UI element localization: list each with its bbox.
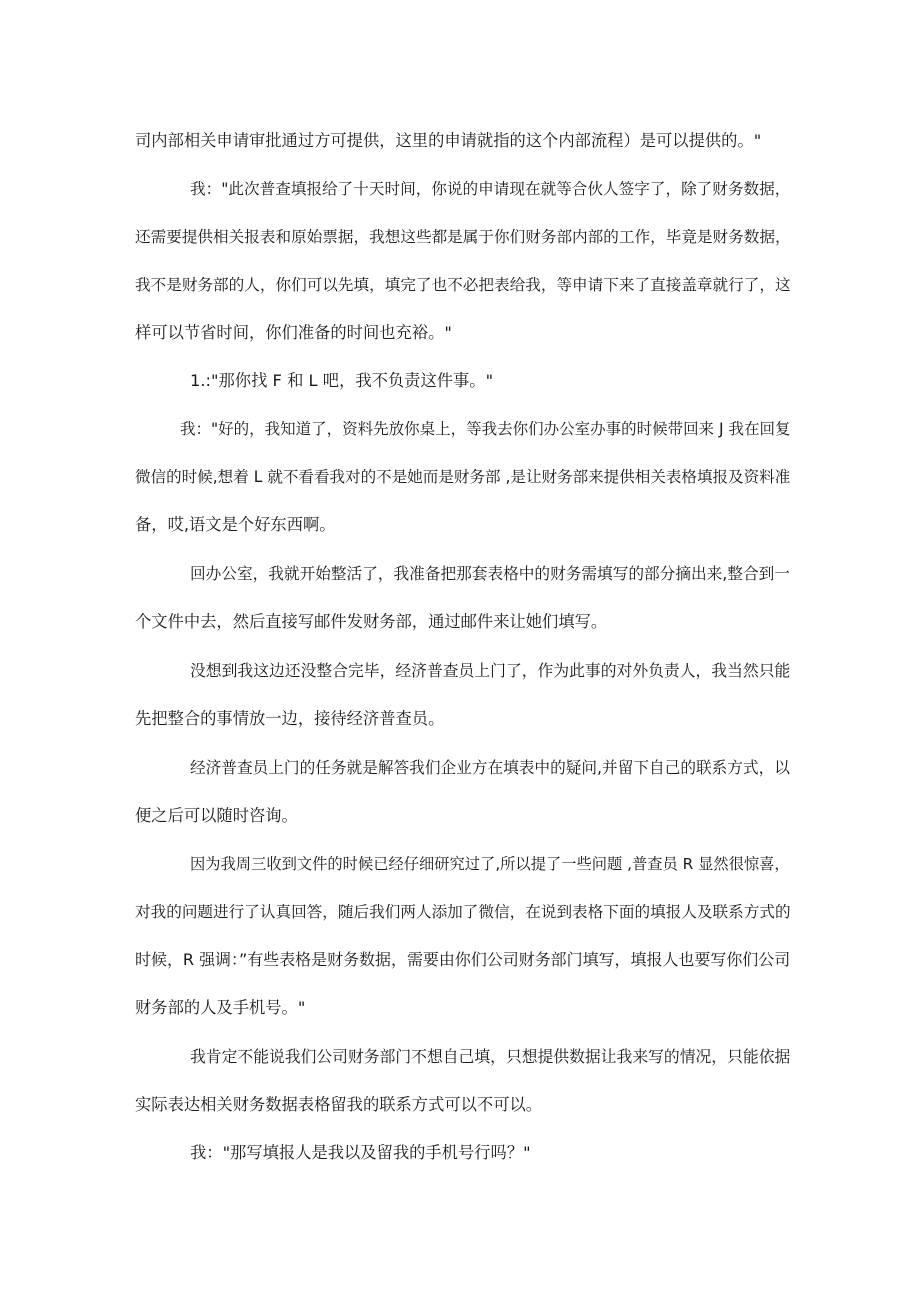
text-line: 备，哎,语文是个好东西啊。: [135, 515, 336, 534]
text-line: 我："那写填报人是我以及留我的手机号行吗？": [190, 1143, 531, 1162]
text-line: 回办公室，我就开始整活了，我准备把那套表格中的财务需填写的部分摘出来,整合到一: [190, 564, 790, 583]
text-line: 还需要提供相关报表和原始票据，我想这些都是属于你们财务部内部的工作，毕竟是财务数据，: [135, 228, 791, 246]
text-line: 1.:"那你找 F 和 L 吧，我不负责这件事。": [190, 371, 494, 390]
text-line: 样可以节省时间，你们准备的时间也充裕。": [135, 323, 452, 342]
text-line: 没想到我这边还没整合完毕，经济普查员上门了，作为此事的对外负责人，我当然只能: [190, 661, 791, 680]
text-line: 我："此次普查填报给了十天时间，你说的申请现在就等合伙人签字了，除了财务数据，: [190, 180, 791, 198]
text-line: 微信的时候,想着 L 就不看看我对的不是她而是财务部 ,是让财务部来提供相关表格填报及资料准: [135, 468, 791, 486]
text-line: 个文件中去，然后直接写邮件发财务部，通过邮件来让她们填写。: [135, 612, 608, 631]
text-line: 先把整合的事情放一边，接待经济普查员。: [135, 709, 445, 728]
text-line: 时候，R 强调：”有些表格是财务数据，需要由你们公司财务部门填写，填报人也要写你们公司: [135, 950, 791, 969]
text-line: 经济普查员上门的任务就是解答我们企业方在填表中的疑问,并留下自己的联系方式，以: [190, 758, 790, 777]
text-line: 便之后可以随时咨询。: [135, 806, 298, 825]
text-line: 财务部的人及手机号。": [135, 998, 306, 1017]
text-line: 我："好的，我知道了，资料先放你桌上，等我去你们办公室办事的时候带回来 J 我在回复: [180, 420, 791, 438]
text-line: 实际表达相关财务数据表格留我的联系方式可以不可以。: [135, 1095, 543, 1114]
text-line: 因为我周三收到文件的时候已经仔细研究过了,所以提了一些问题 ,普查员 R 显然很惊喜，: [190, 855, 790, 873]
text-line: 对我的问题进行了认真回答，随后我们两人添加了微信，在说到表格下面的填报人及联系方式的: [135, 903, 791, 921]
text-line: 我肯定不能说我们公司财务部门不想自己填，只想提供数据让我来写的情况，只能依据: [190, 1047, 791, 1066]
text-line: 我不是财务部的人，你们可以先填，填完了也不必把表给我，等申请下来了直接盖章就行了，这: [135, 276, 791, 294]
text-line: 司内部相关申请审批通过方可提供，这里的申请就指的这个内部流程）是可以提供的。": [135, 131, 762, 150]
